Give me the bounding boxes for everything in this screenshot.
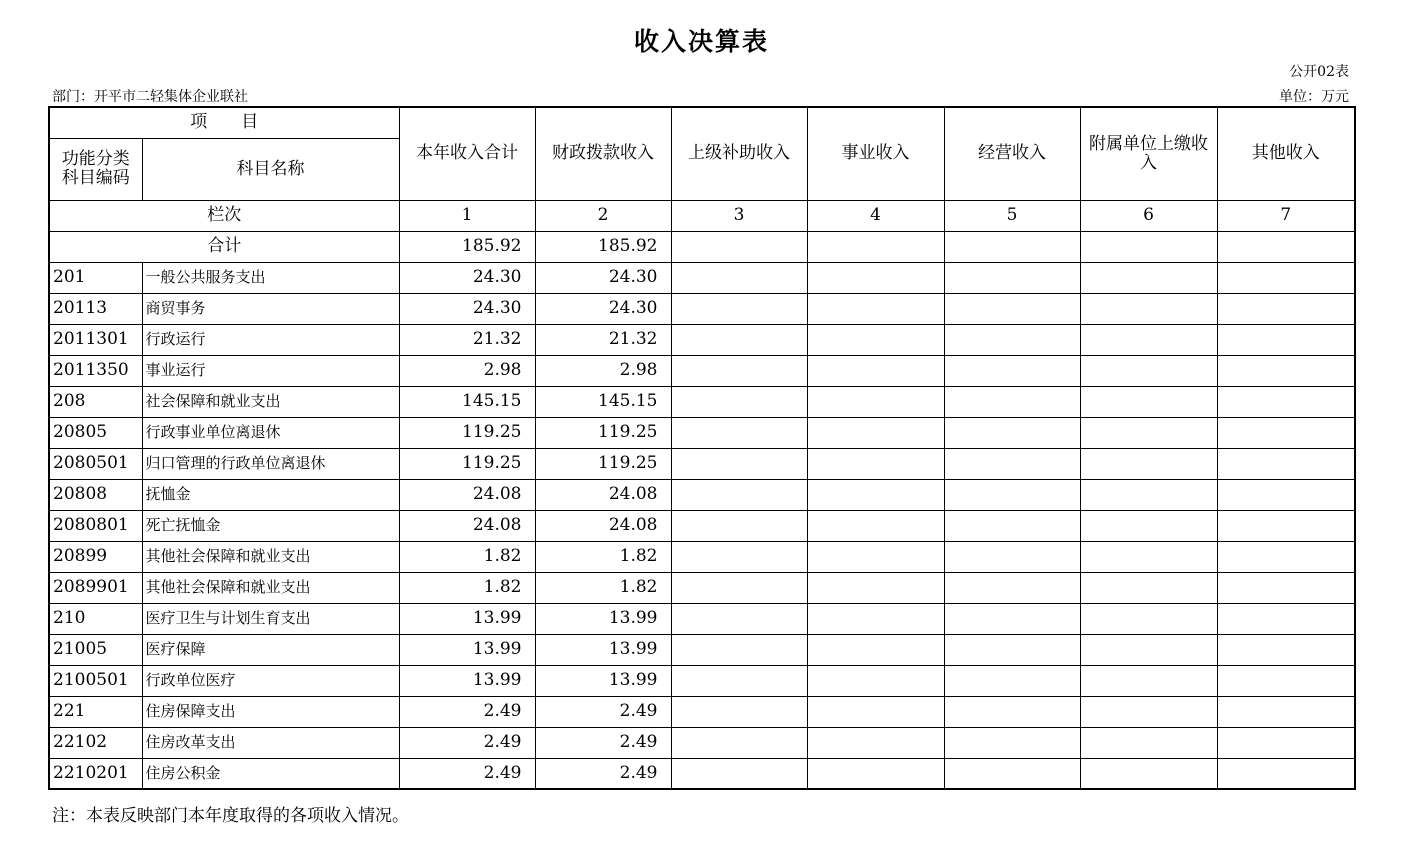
empty-cell [1217,541,1355,572]
empty-cell [1080,293,1217,324]
fiscal-income-cell: 2.49 [535,758,671,789]
account-name-cell: 其他社会保障和就业支出 [142,572,399,603]
table-row [49,634,1355,665]
empty-cell [671,417,807,448]
empty-cell [807,231,944,262]
account-code-cell: 2011301 [49,324,142,355]
table-row [49,262,1355,293]
empty-cell [807,479,944,510]
empty-cell [1080,572,1217,603]
empty-cell [671,386,807,417]
account-name-cell: 归口管理的行政单位离退休 [142,448,399,479]
account-code-cell: 20899 [49,541,142,572]
empty-cell [944,510,1080,541]
account-code-cell: 201 [49,262,142,293]
fiscal-income-cell: 24.08 [535,510,671,541]
empty-cell [1217,355,1355,386]
empty-cell [1080,541,1217,572]
account-code-cell: 20805 [49,417,142,448]
empty-cell [944,758,1080,789]
empty-cell [1080,696,1217,727]
header-affiliated: 附属单位上缴收入 [1080,107,1217,200]
header-code: 功能分类科目编码 [49,138,142,200]
empty-cell [671,572,807,603]
total-income-cell: 185.92 [399,231,535,262]
table-row [49,727,1355,758]
account-code-cell: 2080801 [49,510,142,541]
empty-cell [671,479,807,510]
empty-cell [671,696,807,727]
fiscal-income-cell: 119.25 [535,448,671,479]
header-other: 其他收入 [1217,107,1355,200]
total-row [49,231,1355,262]
form-number: 公开02表 [1289,64,1349,80]
fiscal-income-cell: 119.25 [535,417,671,448]
empty-cell [1217,386,1355,417]
total-income-cell: 2.49 [399,727,535,758]
empty-cell [944,386,1080,417]
fiscal-income-cell: 2.49 [535,727,671,758]
total-income-cell: 24.30 [399,262,535,293]
unit-label: 单位：万元 [1279,89,1349,105]
empty-cell [1080,448,1217,479]
fiscal-income-cell: 1.82 [535,572,671,603]
empty-cell [944,355,1080,386]
table-row [49,417,1355,448]
fiscal-income-cell: 24.08 [535,479,671,510]
header-name: 科目名称 [142,138,399,200]
column-index-5: 5 [944,200,1080,231]
total-income-cell: 2.49 [399,758,535,789]
empty-cell [1217,324,1355,355]
empty-cell [1080,758,1217,789]
empty-cell [944,324,1080,355]
empty-cell [1080,262,1217,293]
fiscal-income-cell: 13.99 [535,665,671,696]
header-operating: 经营收入 [944,107,1080,200]
account-name-cell: 社会保障和就业支出 [142,386,399,417]
empty-cell [807,448,944,479]
total-income-cell: 24.08 [399,479,535,510]
empty-cell [807,262,944,293]
account-name-cell: 住房保障支出 [142,696,399,727]
account-name-cell: 医疗保障 [142,634,399,665]
empty-cell [671,541,807,572]
empty-cell [671,293,807,324]
empty-cell [1080,479,1217,510]
empty-cell [1080,231,1217,262]
account-code-cell: 21005 [49,634,142,665]
account-code-cell: 20808 [49,479,142,510]
empty-cell [807,665,944,696]
empty-cell [944,603,1080,634]
empty-cell [807,603,944,634]
empty-cell [807,572,944,603]
table-row [49,696,1355,727]
empty-cell [1217,665,1355,696]
total-income-cell: 145.15 [399,386,535,417]
table-row [49,665,1355,696]
empty-cell [807,417,944,448]
empty-cell [1080,665,1217,696]
empty-cell [807,634,944,665]
account-code-cell: 20113 [49,293,142,324]
total-income-cell: 21.32 [399,324,535,355]
empty-cell [671,262,807,293]
empty-cell [1217,293,1355,324]
empty-cell [1217,603,1355,634]
table-row [49,572,1355,603]
empty-cell [1217,510,1355,541]
empty-cell [807,386,944,417]
column-index-2: 2 [535,200,671,231]
empty-cell [944,727,1080,758]
fiscal-income-cell: 24.30 [535,293,671,324]
total-label: 合计 [49,231,399,262]
empty-cell [1217,417,1355,448]
empty-cell [1080,355,1217,386]
account-code-cell: 221 [49,696,142,727]
empty-cell [944,634,1080,665]
total-income-cell: 2.98 [399,355,535,386]
empty-cell [1080,727,1217,758]
column-index-7: 7 [1217,200,1355,231]
account-code-cell: 210 [49,603,142,634]
table-row [49,541,1355,572]
empty-cell [944,448,1080,479]
empty-cell [1080,386,1217,417]
header-business: 事业收入 [807,107,944,200]
total-income-cell: 24.30 [399,293,535,324]
fiscal-income-cell: 2.98 [535,355,671,386]
empty-cell [944,572,1080,603]
total-income-cell: 13.99 [399,665,535,696]
empty-cell [944,665,1080,696]
account-code-cell: 2080501 [49,448,142,479]
empty-cell [671,448,807,479]
fiscal-income-cell: 24.30 [535,262,671,293]
account-name-cell: 行政运行 [142,324,399,355]
empty-cell [1217,479,1355,510]
table-row [49,758,1355,789]
empty-cell [671,665,807,696]
account-code-cell: 2210201 [49,758,142,789]
empty-cell [1080,634,1217,665]
empty-cell [944,541,1080,572]
fiscal-income-cell: 13.99 [535,603,671,634]
header-superior: 上级补助收入 [671,107,807,200]
empty-cell [1080,603,1217,634]
fiscal-income-cell: 145.15 [535,386,671,417]
account-code-cell: 2011350 [49,355,142,386]
empty-cell [1217,262,1355,293]
empty-cell [807,293,944,324]
fiscal-income-cell: 2.49 [535,696,671,727]
empty-cell [671,758,807,789]
empty-cell [1217,572,1355,603]
fiscal-income-cell: 1.82 [535,541,671,572]
empty-cell [1217,448,1355,479]
empty-cell [807,355,944,386]
account-code-cell: 208 [49,386,142,417]
empty-cell [671,634,807,665]
empty-cell [671,324,807,355]
table-row [49,603,1355,634]
header-fiscal: 财政拨款收入 [535,107,671,200]
empty-cell [944,696,1080,727]
empty-cell [1217,634,1355,665]
income-table [48,106,1356,790]
account-name-cell: 一般公共服务支出 [142,262,399,293]
empty-cell [1080,510,1217,541]
empty-cell [671,727,807,758]
empty-cell [807,696,944,727]
total-income-cell: 24.08 [399,510,535,541]
empty-cell [1217,758,1355,789]
account-name-cell: 事业运行 [142,355,399,386]
account-name-cell: 住房公积金 [142,758,399,789]
total-income-cell: 13.99 [399,634,535,665]
column-index-1: 1 [399,200,535,231]
header-total: 本年收入合计 [399,107,535,200]
fiscal-income-cell: 21.32 [535,324,671,355]
total-income-cell: 13.99 [399,603,535,634]
column-index-label: 栏次 [49,200,399,231]
column-index-4: 4 [807,200,944,231]
table-row [49,386,1355,417]
empty-cell [944,293,1080,324]
account-name-cell: 抚恤金 [142,479,399,510]
empty-cell [807,541,944,572]
column-index-6: 6 [1080,200,1217,231]
account-name-cell: 行政单位医疗 [142,665,399,696]
total-income-cell: 1.82 [399,572,535,603]
empty-cell [671,231,807,262]
page-title: 收入决算表 [633,27,769,56]
empty-cell [1217,231,1355,262]
header-item: 项 目 [49,107,399,138]
table-row [49,510,1355,541]
empty-cell [807,324,944,355]
empty-cell [807,727,944,758]
account-name-cell: 商贸事务 [142,293,399,324]
empty-cell [944,231,1080,262]
total-income-cell: 2.49 [399,696,535,727]
empty-cell [1217,696,1355,727]
account-code-cell: 22102 [49,727,142,758]
table-row [49,324,1355,355]
footnote: 注：本表反映部门本年度取得的各项收入情况。 [52,806,409,826]
empty-cell [1080,417,1217,448]
account-name-cell: 住房改革支出 [142,727,399,758]
total-income-cell: 1.82 [399,541,535,572]
table-row [49,479,1355,510]
table-row [49,448,1355,479]
table-row [49,355,1355,386]
account-name-cell: 行政事业单位离退休 [142,417,399,448]
fiscal-income-cell: 13.99 [535,634,671,665]
empty-cell [807,758,944,789]
empty-cell [944,479,1080,510]
total-income-cell: 119.25 [399,417,535,448]
department-label: 部门：开平市二轻集体企业联社 [52,89,248,105]
empty-cell [944,417,1080,448]
account-name-cell: 医疗卫生与计划生育支出 [142,603,399,634]
empty-cell [671,355,807,386]
total-income-cell: 119.25 [399,448,535,479]
account-name-cell: 其他社会保障和就业支出 [142,541,399,572]
account-name-cell: 死亡抚恤金 [142,510,399,541]
empty-cell [671,603,807,634]
empty-cell [671,510,807,541]
empty-cell [944,262,1080,293]
empty-cell [807,510,944,541]
total-fiscal-cell: 185.92 [535,231,671,262]
column-index-3: 3 [671,200,807,231]
empty-cell [1217,727,1355,758]
account-code-cell: 2089901 [49,572,142,603]
empty-cell [1080,324,1217,355]
table-row [49,293,1355,324]
account-code-cell: 2100501 [49,665,142,696]
